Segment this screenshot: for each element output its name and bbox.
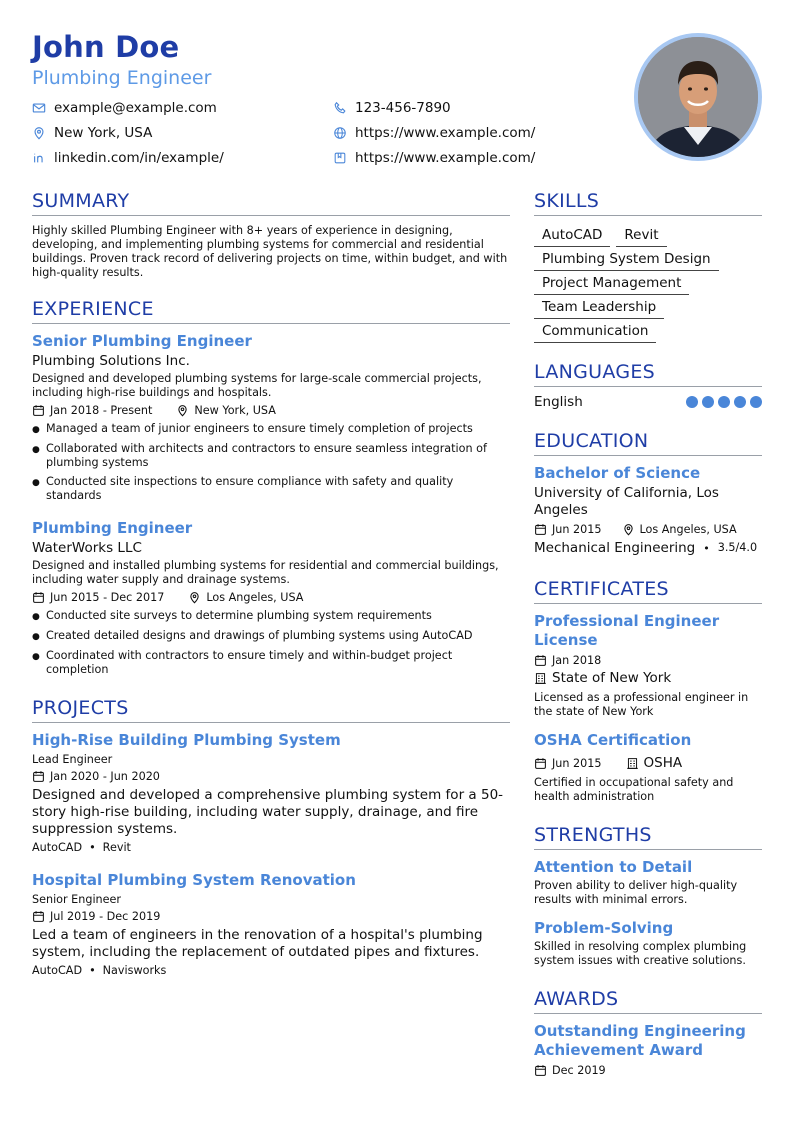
strength-name: Problem-Solving xyxy=(534,919,674,937)
education-heading: EDUCATION xyxy=(534,430,762,456)
award-item xyxy=(534,1022,762,1077)
right-column xyxy=(534,190,762,1077)
linkedin-icon xyxy=(32,151,46,165)
job-bullet: ● Collaborated with architects and contractors to ensure seamless integration of plumbing systems xyxy=(32,442,510,470)
project-role: Senior Engineer xyxy=(32,893,122,906)
left-column xyxy=(32,190,510,978)
calendar-icon xyxy=(534,757,547,770)
language-name: English xyxy=(534,394,583,410)
phone-icon xyxy=(333,101,347,115)
certificate-date-row xyxy=(534,755,762,771)
certificate-name: OSHA Certification xyxy=(534,731,692,749)
location-pin-icon xyxy=(176,404,189,417)
job-bullet-text: Created detailed designs and drawings of plumbing systems using AutoCAD xyxy=(46,629,473,642)
contact-linkedin[interactable] xyxy=(32,150,224,166)
summary-heading: SUMMARY xyxy=(32,190,510,216)
bookmark-icon xyxy=(333,151,347,165)
job-role: Plumbing Engineer xyxy=(32,519,193,537)
certificate-issuer: OSHA xyxy=(643,755,683,771)
location-text: New York, USA xyxy=(54,125,153,141)
projects-heading: PROJECTS xyxy=(32,697,510,723)
location-pin-icon xyxy=(32,126,46,140)
certificate-date: Jan 2018 xyxy=(552,654,602,667)
job-bullet: ● Created detailed designs and drawings of plumbing systems using AutoCAD xyxy=(32,629,473,642)
job-bullet: ● Conducted site inspections to ensure compliance with safety and quality standards xyxy=(32,475,510,503)
education-gpa: 3.5/4.0 xyxy=(717,541,758,554)
project-tool: Navisworks xyxy=(102,964,167,977)
calendar-icon xyxy=(32,910,45,923)
mail-icon xyxy=(32,101,46,115)
certificate-item xyxy=(534,731,762,804)
award-date: Dec 2019 xyxy=(552,1064,606,1077)
calendar-icon xyxy=(534,1064,547,1077)
project-dates: Jan 2020 - Jun 2020 xyxy=(50,770,160,783)
level-dot xyxy=(686,396,698,408)
awards-heading: AWARDS xyxy=(534,988,762,1014)
job-location: Los Angeles, USA xyxy=(206,591,304,604)
portfolio-text: https://www.example.com/ xyxy=(355,150,536,166)
phone-text: 123-456-7890 xyxy=(355,100,451,116)
level-dot xyxy=(718,396,730,408)
award-name: Outstanding Engineering Achievement Award xyxy=(534,1022,746,1059)
profile-photo xyxy=(634,33,762,161)
calendar-icon xyxy=(534,654,547,667)
strength-item xyxy=(534,858,762,907)
job-location: New York, USA xyxy=(194,404,276,417)
project-tool: AutoCAD xyxy=(32,964,83,977)
language-level-dots xyxy=(686,396,762,408)
strengths-heading: STRENGTHS xyxy=(534,824,762,850)
job-bullet-text: Conducted site inspections to ensure compliance with safety and quality standards xyxy=(46,475,454,502)
job-bullet-text: Coordinated with contractors to ensure timely and within-budget project completion xyxy=(46,649,453,676)
level-dot xyxy=(734,396,746,408)
calendar-icon xyxy=(32,591,45,604)
skill-tag: Team Leadership xyxy=(534,297,664,319)
education-meta xyxy=(534,523,762,536)
candidate-name: John Doe xyxy=(32,30,180,64)
certificate-issuer: State of New York xyxy=(552,670,672,686)
certificates-heading: CERTIFICATES xyxy=(534,578,762,604)
job-description: Designed and installed plumbing systems for residential and commercial buildings, including water supply and drainage systems. xyxy=(32,559,499,586)
job-bullet: ● Managed a team of junior engineers to ensure timely completion of projects xyxy=(32,422,473,435)
education-location: Los Angeles, USA xyxy=(639,523,737,536)
school: University of California, Los Angeles xyxy=(534,485,719,518)
project-dates: Jul 2019 - Dec 2019 xyxy=(50,910,161,923)
job-meta xyxy=(32,591,510,604)
degree: Bachelor of Science xyxy=(534,464,701,482)
project-item xyxy=(32,871,510,978)
experience-heading: EXPERIENCE xyxy=(32,298,510,324)
education-field-row: Mechanical Engineering • 3.5/4.0 xyxy=(534,540,758,556)
strength-description: Proven ability to deliver high-quality results with minimal errors. xyxy=(534,879,738,906)
skill-tag: Project Management xyxy=(534,273,689,295)
building-icon xyxy=(626,757,639,770)
certificate-description: Licensed as a professional engineer in the state of New York xyxy=(534,691,749,718)
job-bullet: ● Coordinated with contractors to ensure timely and within-budget project completion xyxy=(32,649,510,677)
project-item xyxy=(32,731,510,855)
certificate-date: Jun 2015 xyxy=(552,756,602,770)
certificate-name: Professional Engineer License xyxy=(534,612,720,649)
contact-location xyxy=(32,125,152,141)
email-text: example@example.com xyxy=(54,100,217,116)
job-bullet-text: Managed a team of junior engineers to ensure timely completion of projects xyxy=(46,422,473,435)
level-dot xyxy=(750,396,762,408)
project-description: Led a team of engineers in the renovation of a hospital's plumbing system, including the replacement of outdated pipes and fixtures. xyxy=(32,927,483,960)
job-description: Designed and developed plumbing systems for large-scale commercial projects, including high-rise buildings and hospitals. xyxy=(32,372,482,399)
level-dot xyxy=(702,396,714,408)
skill-tag: Communication xyxy=(534,321,656,343)
building-icon xyxy=(534,672,547,685)
website-text: https://www.example.com/ xyxy=(355,125,536,141)
candidate-title: Plumbing Engineer xyxy=(32,67,212,89)
project-tool: Revit xyxy=(102,841,131,854)
calendar-icon xyxy=(32,770,45,783)
skill-tag: Revit xyxy=(616,225,666,247)
strength-name: Attention to Detail xyxy=(534,858,693,876)
job-bullet: ● Conducted site surveys to determine plumbing system requirements xyxy=(32,609,432,622)
certificate-issuer-row xyxy=(534,670,762,686)
project-tools: AutoCAD • Revit xyxy=(32,841,131,854)
project-role: Lead Engineer xyxy=(32,753,113,766)
project-name: High-Rise Building Plumbing System xyxy=(32,731,341,749)
strength-item xyxy=(534,919,762,968)
contact-email[interactable] xyxy=(32,100,217,116)
job-meta xyxy=(32,404,510,417)
job-bullet-text: Conducted site surveys to determine plumbing system requirements xyxy=(46,609,432,622)
contact-portfolio[interactable] xyxy=(333,150,535,166)
contact-website[interactable] xyxy=(333,125,535,141)
experience-item xyxy=(32,332,510,503)
globe-icon xyxy=(333,126,347,140)
project-tool: AutoCAD xyxy=(32,841,83,854)
education-field: Mechanical Engineering xyxy=(534,540,696,556)
experience-item xyxy=(32,519,510,677)
skills-heading: SKILLS xyxy=(534,190,762,216)
project-description: Designed and developed a comprehensive plumbing system for a 50-story high-rise building, including water supply, drainage, and fire suppression systems. xyxy=(32,787,504,837)
project-tools: AutoCAD • Navisworks xyxy=(32,964,167,977)
project-meta xyxy=(32,770,510,783)
location-pin-icon xyxy=(622,523,635,536)
job-dates: Jun 2015 - Dec 2017 xyxy=(50,591,165,604)
strength-description: Skilled in resolving complex plumbing system issues with creative solutions. xyxy=(534,940,747,967)
skills-list xyxy=(534,223,762,343)
skill-tag: AutoCAD xyxy=(534,225,610,247)
job-company: WaterWorks LLC xyxy=(32,540,142,556)
job-company: Plumbing Solutions Inc. xyxy=(32,353,190,369)
certificate-item xyxy=(534,612,762,719)
project-meta xyxy=(32,910,510,923)
languages-heading: LANGUAGES xyxy=(534,361,762,387)
job-role: Senior Plumbing Engineer xyxy=(32,332,252,350)
education-date: Jun 2015 xyxy=(552,523,602,536)
job-bullet-text: Collaborated with architects and contractors to ensure seamless integration of plumbing systems xyxy=(46,442,487,469)
job-dates: Jan 2018 - Present xyxy=(50,404,153,417)
location-pin-icon xyxy=(188,591,201,604)
project-name: Hospital Plumbing System Renovation xyxy=(32,871,356,889)
certificate-date-row xyxy=(534,654,762,667)
award-date-row xyxy=(534,1064,762,1077)
linkedin-text: linkedin.com/in/example/ xyxy=(54,150,224,166)
language-item xyxy=(534,394,762,410)
summary-text: Highly skilled Plumbing Engineer with 8+ years of experience in designing, developing, and implementing plumbing systems for commercial and residential buildings. Proven track record of delivering projects on time, within budget, and with high-quality results. xyxy=(32,224,508,279)
calendar-icon xyxy=(534,523,547,536)
education-item xyxy=(534,464,762,556)
certificate-description: Certified in occupational safety and health administration xyxy=(534,776,734,803)
calendar-icon xyxy=(32,404,45,417)
skill-tag: Plumbing System Design xyxy=(534,249,719,271)
contact-phone[interactable] xyxy=(333,100,451,116)
